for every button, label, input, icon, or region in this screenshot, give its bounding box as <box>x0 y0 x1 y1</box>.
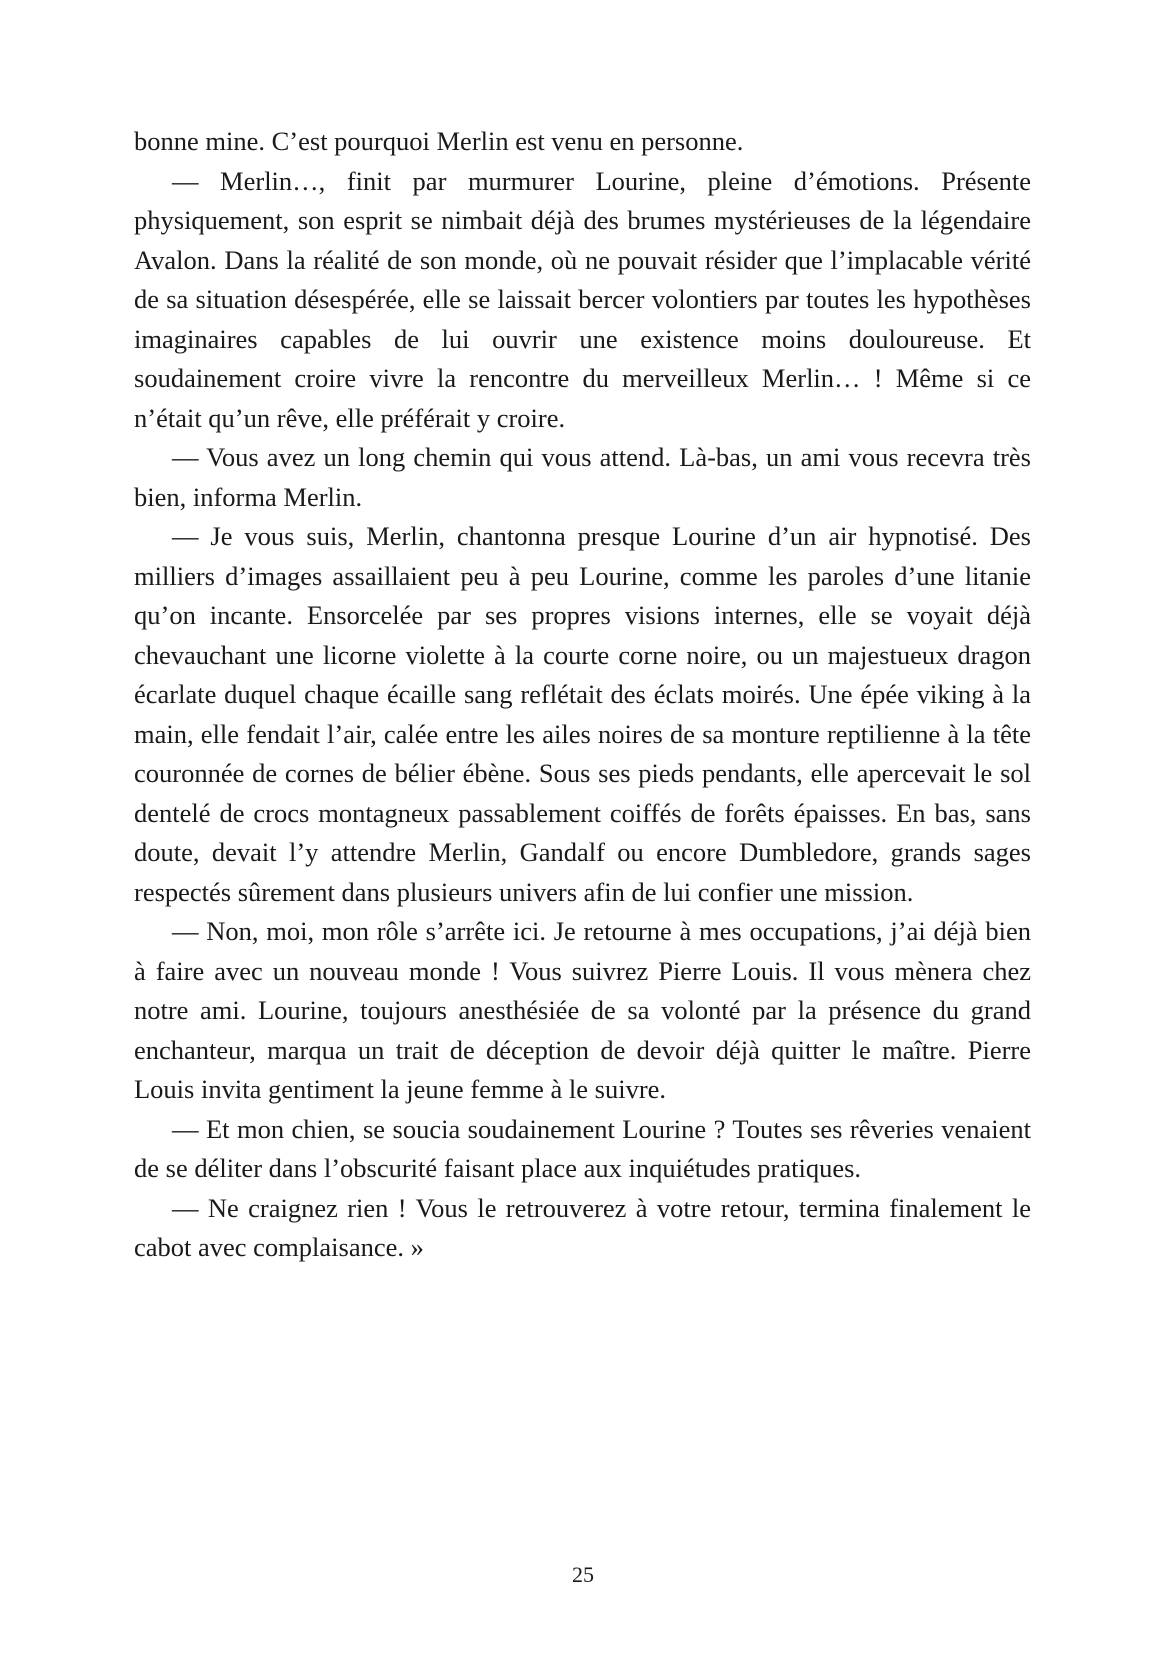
paragraph: — Ne craignez rien ! Vous le retrouverez à votre retour, termina finalement le cabot avec complaisance. » <box>134 1192 1031 1262</box>
paragraph: bonne mine. C’est pourquoi Merlin est venu en personne. <box>134 126 744 156</box>
paragraph: — Et mon chien, se soucia soudainement Lourine ? Toutes ses rêveries venaient de se déliter dans l’obscurité faisant place aux inquiétudes pratiques. <box>134 1113 1031 1183</box>
paragraph: — Je vous suis, Merlin, chantonna presque Lourine d’un air hypnotisé. Des milliers d’images assaillaient peu à peu Lourine, comme les paroles d’une litanie qu’on incante. Ensorcelée par ses propres visions internes, elle se voyait déjà chevauchant une licorne violette à la courte corne noire, ou un majestueux dragon écarlate duquel chaque écaille sang reflétait des éclats moirés. Une épée viking à la main, elle fendait l’air, calée entre les ailes noires de sa monture reptilienne à la tête couronnée de cornes de bélier ébène. Sous ses pieds pendants, elle apercevait le sol dentelé de crocs montagneux passablement coiffés de forêts épaisses. En bas, sans doute, devait l’y attendre Merlin, Gandalf ou encore Dumbledore, grands sages respectés sûrement dans plusieurs univers afin de lui confier une mission. <box>134 521 1031 907</box>
paragraph: — Vous avez un long chemin qui vous attend. Là-bas, un ami vous recevra très bien, informa Merlin. <box>134 442 1031 512</box>
body-text <box>134 122 1031 1268</box>
paragraph: — Non, moi, mon rôle s’arrête ici. Je retourne à mes occupations, j’ai déjà bien à faire avec un nouveau monde ! Vous suivrez Pierre Louis. Il vous mènera chez notre ami. Lourine, toujours anesthésiée de sa volonté par la présence du grand enchanteur, marqua un trait de déception de devoir déjà quitter le maître. Pierre Louis invita gentiment la jeune femme à le suivre. <box>134 916 1031 1104</box>
page-number: 25 <box>572 1562 594 1587</box>
paragraph: — Merlin…, finit par murmurer Lourine, pleine d’émotions. Présente physiquement, son esprit se nimbait déjà des brumes mystérieuses de la légendaire Avalon. Dans la réalité de son monde, où ne pouvait résider que l’implacable vérité de sa situation désespérée, elle se laissait bercer volontiers par toutes les hypothèses imaginaires capables de lui ouvrir une existence moins douloureuse. Et soudainement croire vivre la rencontre du merveilleux Merlin… ! Même si ce n’était qu’un rêve, elle préférait y croire. <box>134 165 1031 433</box>
